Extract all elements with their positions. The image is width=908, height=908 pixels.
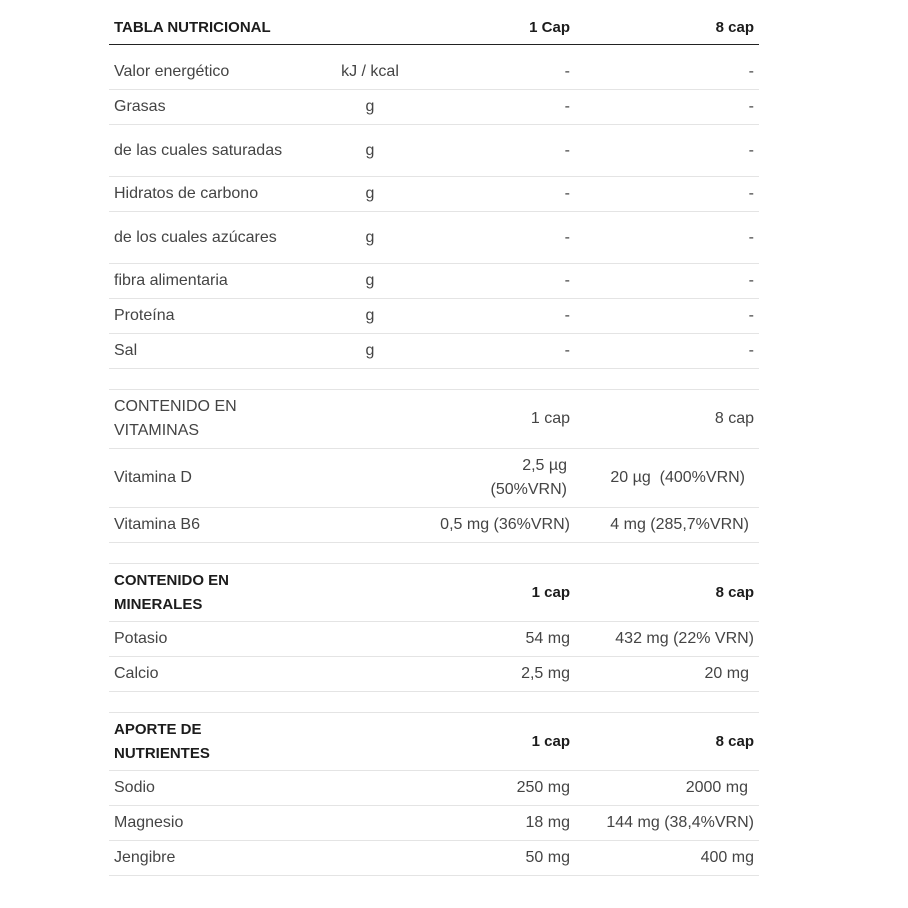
nutrients-header-row: [109, 713, 759, 771]
row-unit: g: [365, 228, 375, 246]
table-row: [109, 841, 759, 876]
nutrition-title: TABLA NUTRICIONAL: [114, 18, 271, 36]
value-8-cap: -: [748, 98, 754, 115]
minerals-title: CONTENIDO EN MINERALES: [114, 571, 230, 613]
col-8-cap-header: 8 cap: [714, 410, 754, 427]
table-row: [109, 334, 759, 369]
value-8-cap: -: [748, 185, 754, 202]
nutrition-header-row: [109, 10, 759, 45]
vitamins-table: [109, 389, 759, 543]
value-8-cap: -: [748, 141, 754, 159]
value-1-cap: -: [564, 342, 570, 359]
value-8-cap: 2000 mg: [685, 779, 748, 796]
table-row: [109, 806, 759, 841]
nutrients-title-cell: [109, 718, 320, 766]
value-8-cap: 144 mg (38,4%VRN): [606, 814, 754, 831]
row-label: fibra alimentaria: [114, 272, 228, 289]
row-label: Vitamina D: [114, 469, 192, 486]
value-8-cap: 20 mg: [704, 665, 749, 682]
value-8-cap: -: [748, 272, 754, 289]
row-unit: g: [365, 342, 375, 359]
row-label: de las cuales saturadas: [114, 141, 283, 159]
row-label: Jengibre: [114, 849, 176, 866]
value-1-cap: 250 mg: [516, 779, 570, 796]
col-8-cap-header: 8 cap: [715, 733, 754, 750]
col-1-cap-header: 1 cap: [531, 584, 570, 601]
value-1-cap: -: [564, 62, 570, 80]
value-1-cap-cell: [420, 454, 576, 502]
minerals-header-row: [109, 564, 759, 622]
value-1-cap: -: [564, 272, 570, 289]
table-row: [109, 45, 759, 90]
row-label: Proteína: [114, 307, 175, 324]
minerals-table: [109, 563, 759, 692]
value-1-cap: -: [564, 307, 570, 324]
nutrients-title: APORTE DE NUTRIENTES: [114, 720, 210, 762]
minerals-title-cell: [109, 569, 320, 617]
value-8-cap: 20 µg (400%VRN): [610, 469, 745, 486]
value-8-cap: 400 mg: [700, 849, 754, 866]
table-row: [109, 264, 759, 299]
value-8-cap-cell: [576, 469, 759, 487]
value-1-cap: -: [564, 185, 570, 202]
row-label: de los cuales azúcares: [114, 228, 277, 246]
table-row: [109, 449, 759, 508]
table-row: [109, 771, 759, 806]
value-1-cap: 50 mg: [525, 849, 570, 866]
value-1-cap: -: [564, 228, 570, 246]
row-label: Grasas: [114, 98, 166, 115]
row-unit: g: [365, 98, 375, 115]
row-unit: g: [365, 141, 375, 159]
col-1-cap-header: 1 Cap: [529, 18, 570, 36]
value-1-cap: 54 mg: [525, 630, 570, 647]
row-label: Sal: [114, 342, 138, 359]
col-1-cap-header: 1 cap: [531, 733, 570, 750]
value-8-cap: -: [748, 342, 754, 359]
row-unit: g: [365, 185, 375, 202]
nutrition-table: [109, 10, 759, 369]
row-label: Potasio: [114, 630, 168, 647]
row-label: Sodio: [114, 779, 155, 796]
value-8-cap: -: [748, 228, 754, 246]
table-row: [109, 622, 759, 657]
table-row: [109, 177, 759, 212]
value-1-cap: 18 mg: [525, 814, 570, 831]
value-8-cap: -: [748, 62, 754, 80]
value-8-cap: 4 mg (285,7%VRN): [610, 516, 749, 533]
value-8-cap: 432 mg (22% VRN): [615, 630, 754, 647]
value-1-cap: 0,5 mg (36%VRN): [440, 516, 570, 533]
col-8-cap-header: 8 cap: [715, 18, 754, 36]
row-label: Calcio: [114, 665, 159, 682]
value-1-cap: -: [564, 141, 570, 159]
table-row: [109, 125, 759, 177]
value-8-cap: -: [748, 307, 754, 324]
value-1-cap: -: [564, 98, 570, 115]
row-unit: g: [365, 307, 375, 324]
table-row: [109, 299, 759, 334]
vitamins-title: CONTENIDO EN VITAMINAS: [114, 398, 237, 439]
table-row: [109, 657, 759, 692]
row-label: Hidratos de carbono: [114, 185, 259, 202]
vitamins-title-cell: [109, 395, 320, 443]
table-row: [109, 508, 759, 543]
table-row: [109, 212, 759, 264]
value-1-cap: 2,5 mg: [521, 665, 570, 682]
row-label: Vitamina B6: [114, 516, 200, 533]
table-row: [109, 90, 759, 125]
row-unit: kJ / kcal: [341, 62, 399, 80]
row-label: Magnesio: [114, 814, 184, 831]
row-label: Valor energético: [114, 62, 230, 80]
col-8-cap-header: 8 cap: [715, 584, 754, 601]
vitamins-header-row: [109, 390, 759, 449]
nutrients-table: [109, 712, 759, 876]
row-unit: g: [365, 272, 375, 289]
value-1-cap: 2,5 µg (50%VRN): [490, 457, 567, 498]
col-1-cap-header: 1 cap: [530, 410, 570, 427]
